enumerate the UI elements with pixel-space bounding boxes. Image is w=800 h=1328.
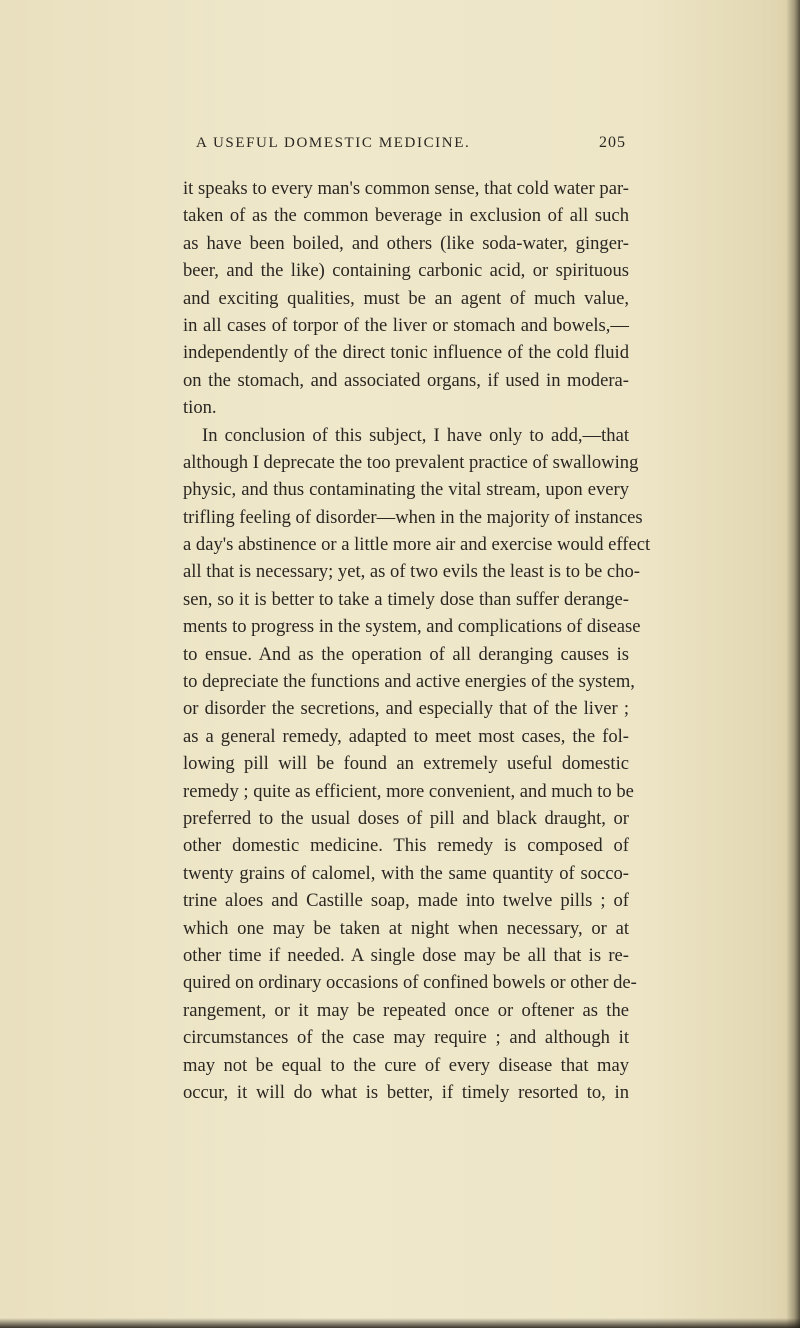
- text-line: as have been boiled, and others (like soda-water, ginger-: [183, 232, 629, 254]
- running-title: A USEFUL DOMESTIC MEDICINE.: [196, 135, 471, 151]
- text-line: which one may be taken at night when necessary, or at: [183, 917, 629, 939]
- text-line: circumstances of the case may require ; and although it: [183, 1027, 629, 1049]
- text-line: rangement, or it may be repeated once or oftener as the: [183, 999, 629, 1021]
- text-line: on the stomach, and associated organs, if used in modera-: [183, 369, 629, 391]
- text-line: as a general remedy, adapted to meet most cases, the fol-: [183, 725, 629, 747]
- text-line: ments to progress in the system, and complications of disease: [183, 616, 641, 638]
- text-line: physic, and thus contaminating the vital stream, upon every: [183, 479, 629, 501]
- text-line: a day's abstinence or a little more air and exercise would effect: [183, 534, 651, 556]
- text-line: to depreciate the functions and active energies of the system,: [183, 671, 635, 693]
- body-text: [183, 175, 651, 1106]
- text-line: quired on ordinary occasions of confined bowels or other de-: [183, 972, 637, 994]
- text-line: to ensue. And as the operation of all deranging causes is: [183, 643, 629, 665]
- text-line: twenty grains of calomel, with the same quantity of socco-: [183, 862, 629, 884]
- text-line: may not be equal to the cure of every disease that may: [183, 1054, 629, 1076]
- text-line: sen, so it is better to take a timely dose than suffer derange-: [183, 588, 629, 610]
- page-number: 205: [599, 134, 626, 151]
- text-line: lowing pill will be found an extremely useful domestic: [183, 753, 629, 775]
- text-line: in all cases of torpor of the liver or stomach and bowels,—: [183, 314, 629, 336]
- text-line: other time if needed. A single dose may be all that is re-: [183, 944, 629, 966]
- text-line: all that is necessary; yet, as of two evils the least is to be cho-: [183, 561, 640, 583]
- page-header: [196, 135, 626, 155]
- text-line: other domestic medicine. This remedy is composed of: [183, 835, 629, 857]
- text-line: occur, it will do what is better, if timely resorted to, in: [183, 1081, 629, 1103]
- page-edge-shadow: [786, 0, 800, 1328]
- text-line: preferred to the usual doses of pill and black draught, or: [183, 807, 629, 829]
- text-line: although I deprecate the too prevalent practice of swallowing: [183, 451, 639, 473]
- text-line: trifling feeling of disorder—when in the majority of instances: [183, 506, 643, 528]
- text-line: independently of the direct tonic influence of the cold fluid: [183, 342, 629, 364]
- text-line: trine aloes and Castille soap, made into twelve pills ; of: [183, 890, 629, 912]
- text-line: beer, and the like) containing carbonic acid, or spirituous: [183, 260, 629, 282]
- page-bottom-shadow: [0, 1318, 800, 1328]
- text-line: tion.: [183, 397, 217, 419]
- text-line: or disorder the secretions, and especially that of the liver ;: [183, 698, 629, 720]
- text-line: remedy ; quite as efficient, more convenient, and much to be: [183, 780, 634, 802]
- text-line: taken of as the common beverage in exclusion of all such: [183, 205, 629, 227]
- text-line: and exciting qualities, must be an agent of much value,: [183, 287, 629, 309]
- text-line: it speaks to every man's common sense, that cold water par-: [183, 178, 629, 199]
- text-line: In conclusion of this subject, I have only to add,—that: [202, 424, 629, 446]
